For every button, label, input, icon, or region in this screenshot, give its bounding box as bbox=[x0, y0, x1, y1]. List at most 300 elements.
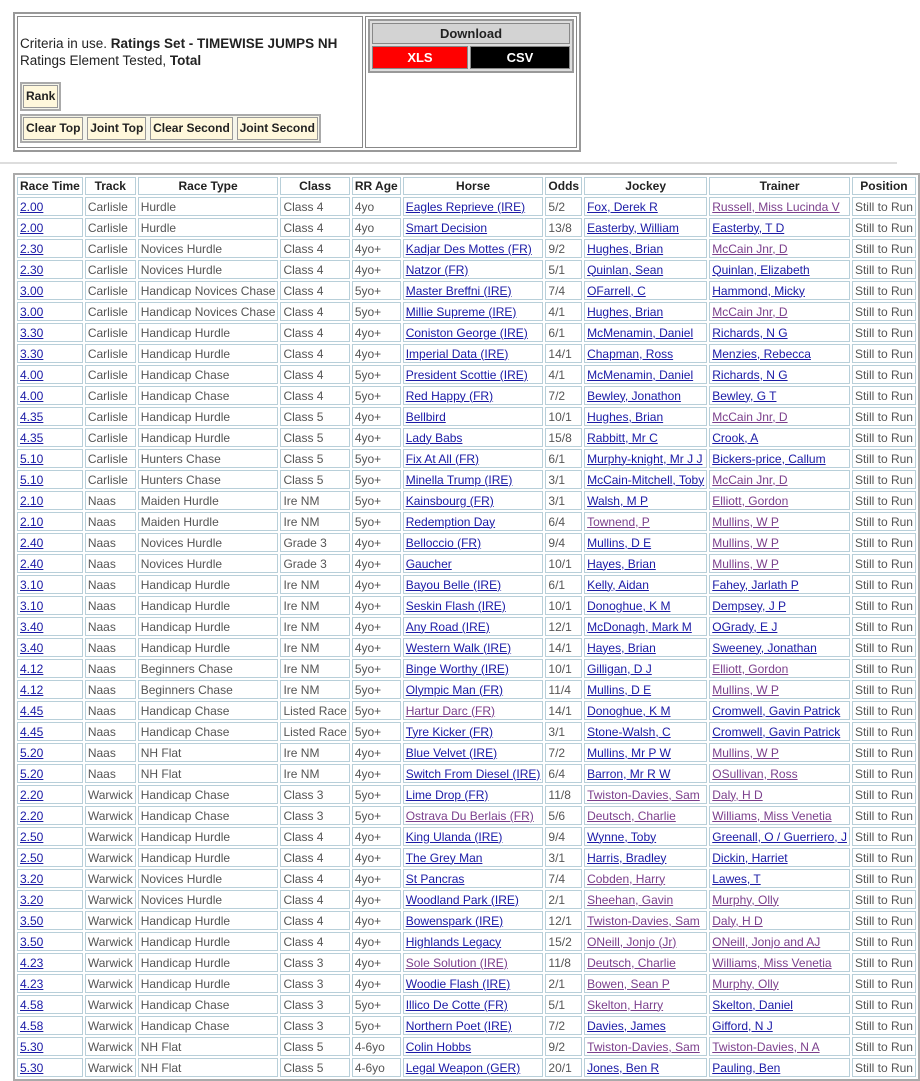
race-time-link[interactable]: 2.10 bbox=[20, 493, 44, 508]
race-time-link[interactable]: 5.20 bbox=[20, 745, 44, 760]
horse-link[interactable]: President Scottie (IRE) bbox=[405, 367, 528, 382]
jockey-link[interactable]: Hayes, Brian bbox=[587, 556, 656, 571]
jockey-link[interactable]: Twiston-Davies, Sam bbox=[587, 787, 700, 802]
cell-rr-age: 5yo+ bbox=[352, 806, 401, 825]
jockey-link[interactable]: Donoghue, K M bbox=[587, 703, 671, 718]
cell-rr-age: 5yo+ bbox=[352, 680, 401, 699]
trainer-link[interactable]: Richards, N G bbox=[712, 367, 788, 382]
cell-race-type: Handicap Novices Chase bbox=[138, 302, 279, 321]
race-time-link[interactable]: 4.12 bbox=[20, 661, 44, 676]
trainer-link[interactable]: Hammond, Micky bbox=[712, 283, 805, 298]
jockey-link[interactable]: Mullins, D E bbox=[587, 535, 652, 550]
rank-button[interactable]: Rank bbox=[23, 85, 58, 108]
race-time-link[interactable]: 4.12 bbox=[20, 682, 44, 697]
horse-link[interactable]: Eagles Reprieve (IRE) bbox=[405, 199, 526, 214]
horse-link[interactable]: Northern Poet (IRE) bbox=[405, 1018, 512, 1033]
race-time-link[interactable]: 4.00 bbox=[20, 388, 44, 403]
trainer-link[interactable]: Elliott, Gordon bbox=[712, 661, 789, 676]
cell-trainer bbox=[709, 365, 850, 384]
cell-race-time bbox=[17, 533, 83, 552]
jockey-link[interactable]: Hughes, Brian bbox=[587, 304, 664, 319]
table-row bbox=[17, 323, 916, 342]
horse-link[interactable]: Olympic Man (FR) bbox=[405, 682, 504, 697]
trainer-link[interactable]: Cromwell, Gavin Patrick bbox=[712, 703, 841, 718]
race-time-link[interactable]: 5.10 bbox=[20, 451, 44, 466]
trainer-link[interactable]: McCain Jnr, D bbox=[712, 304, 788, 319]
race-time-link[interactable]: 4.58 bbox=[20, 997, 44, 1012]
race-time-link[interactable]: 3.40 bbox=[20, 640, 44, 655]
horse-link[interactable]: Legal Weapon (GER) bbox=[405, 1060, 521, 1075]
cell-odds: 9/4 bbox=[545, 827, 582, 846]
cell-trainer bbox=[709, 1037, 850, 1056]
jockey-link[interactable]: Chapman, Ross bbox=[587, 346, 674, 361]
trainer-link[interactable]: Mullins, W P bbox=[712, 556, 779, 571]
csv-download-button[interactable]: CSV bbox=[470, 46, 570, 69]
trainer-link[interactable]: Menzies, Rebecca bbox=[712, 346, 811, 361]
jockey-link[interactable]: Stone-Walsh, C bbox=[587, 724, 671, 739]
race-time-link[interactable]: 5.30 bbox=[20, 1060, 44, 1075]
trainer-link[interactable]: Cromwell, Gavin Patrick bbox=[712, 724, 841, 739]
cell-class: Class 4 bbox=[280, 365, 349, 384]
jockey-link[interactable]: Bowen, Sean P bbox=[587, 976, 670, 991]
cell-rr-age: 4yo+ bbox=[352, 617, 401, 636]
cell-jockey bbox=[584, 470, 707, 489]
horse-link[interactable]: Blue Velvet (IRE) bbox=[405, 745, 498, 760]
jockey-link[interactable]: Barron, Mr R W bbox=[587, 766, 671, 781]
race-time-link[interactable]: 2.00 bbox=[20, 220, 44, 235]
cell-track: Carlisle bbox=[85, 260, 136, 279]
trainer-link[interactable]: Richards, N G bbox=[712, 325, 788, 340]
jockey-link[interactable]: Walsh, M P bbox=[587, 493, 648, 508]
jockey-link[interactable]: Murphy-knight, Mr J J bbox=[587, 451, 703, 466]
jockey-link[interactable]: Harris, Bradley bbox=[587, 850, 667, 865]
table-row bbox=[17, 344, 916, 363]
horse-link[interactable]: Tyre Kicker (FR) bbox=[405, 724, 494, 739]
cell-track: Warwick bbox=[85, 869, 136, 888]
cell-rr-age: 4yo+ bbox=[352, 575, 401, 594]
trainer-link[interactable]: Mullins, W P bbox=[712, 745, 779, 760]
cell-class: Class 4 bbox=[280, 323, 349, 342]
cell-class: Ire NM bbox=[280, 491, 349, 510]
cell-class: Class 3 bbox=[280, 974, 349, 993]
cell-position: Still to Run bbox=[852, 533, 916, 552]
cell-track: Warwick bbox=[85, 1016, 136, 1035]
cell-track: Carlisle bbox=[85, 344, 136, 363]
xls-download-button[interactable]: XLS bbox=[372, 46, 468, 69]
jockey-link[interactable]: Hayes, Brian bbox=[587, 640, 656, 655]
race-time-link[interactable]: 2.10 bbox=[20, 514, 44, 529]
race-time-link[interactable]: 3.30 bbox=[20, 325, 44, 340]
horse-link[interactable]: Red Happy (FR) bbox=[405, 388, 494, 403]
trainer-link[interactable]: Murphy, Olly bbox=[712, 892, 779, 907]
trainer-link[interactable]: Bickers-price, Callum bbox=[712, 451, 826, 466]
cell-track: Naas bbox=[85, 533, 136, 552]
jockey-link[interactable]: Kelly, Aidan bbox=[587, 577, 649, 592]
horse-link[interactable]: Western Walk (IRE) bbox=[405, 640, 512, 655]
race-time-link[interactable]: 3.10 bbox=[20, 598, 44, 613]
cell-position: Still to Run bbox=[852, 953, 916, 972]
cell-horse bbox=[403, 911, 544, 930]
cell-track: Carlisle bbox=[85, 197, 136, 216]
clear-second-button[interactable]: Clear Second bbox=[150, 117, 233, 140]
header-class: Class bbox=[280, 177, 349, 195]
cell-position: Still to Run bbox=[852, 932, 916, 951]
trainer-link[interactable]: McCain Jnr, D bbox=[712, 472, 788, 487]
table-row bbox=[17, 470, 916, 489]
trainer-link[interactable]: Mullins, W P bbox=[712, 514, 779, 529]
horse-link[interactable]: Imperial Data (IRE) bbox=[405, 346, 509, 361]
cell-odds: 6/4 bbox=[545, 512, 582, 531]
jockey-link[interactable]: Mullins, Mr P W bbox=[587, 745, 671, 760]
race-time-link[interactable]: 3.50 bbox=[20, 934, 44, 949]
table-row bbox=[17, 785, 916, 804]
race-time-link[interactable]: 2.50 bbox=[20, 829, 44, 844]
cell-race-type: Handicap Hurdle bbox=[138, 596, 279, 615]
header-rr-age: RR Age bbox=[352, 177, 401, 195]
cell-position: Still to Run bbox=[852, 344, 916, 363]
header-race-type: Race Type bbox=[138, 177, 279, 195]
cell-position: Still to Run bbox=[852, 218, 916, 237]
race-time-link[interactable]: 3.00 bbox=[20, 283, 44, 298]
race-time-link[interactable]: 2.50 bbox=[20, 850, 44, 865]
trainer-link[interactable]: McCain Jnr, D bbox=[712, 241, 788, 256]
trainer-link[interactable]: Williams, Miss Venetia bbox=[712, 955, 832, 970]
trainer-link[interactable]: Russell, Miss Lucinda V bbox=[712, 199, 840, 214]
horse-link[interactable]: Woodie Flash (IRE) bbox=[405, 976, 511, 991]
joint-top-button[interactable]: Joint Top bbox=[87, 117, 146, 140]
cell-jockey bbox=[584, 365, 707, 384]
race-time-link[interactable]: 2.30 bbox=[20, 262, 44, 277]
cell-race-type: Handicap Chase bbox=[138, 806, 279, 825]
horse-link[interactable]: King Ulanda (IRE) bbox=[405, 829, 503, 844]
jockey-link[interactable]: Hughes, Brian bbox=[587, 241, 664, 256]
trainer-link[interactable]: Elliott, Gordon bbox=[712, 493, 789, 508]
trainer-link[interactable]: Mullins, W P bbox=[712, 682, 779, 697]
cell-odds: 12/1 bbox=[545, 911, 582, 930]
jockey-link[interactable]: McDonagh, Mark M bbox=[587, 619, 692, 634]
cell-jockey bbox=[584, 785, 707, 804]
cell-position: Still to Run bbox=[852, 1058, 916, 1077]
cell-position: Still to Run bbox=[852, 365, 916, 384]
horse-link[interactable]: Redemption Day bbox=[405, 514, 496, 529]
cell-rr-age: 5yo+ bbox=[352, 785, 401, 804]
cell-position: Still to Run bbox=[852, 743, 916, 762]
cell-jockey bbox=[584, 1037, 707, 1056]
jockey-link[interactable]: Twiston-Davies, Sam bbox=[587, 913, 700, 928]
race-time-link[interactable]: 4.45 bbox=[20, 703, 44, 718]
jockey-link[interactable]: Bewley, Jonathon bbox=[587, 388, 681, 403]
horse-link[interactable]: Millie Supreme (IRE) bbox=[405, 304, 517, 319]
race-time-link[interactable]: 4.35 bbox=[20, 409, 44, 424]
cell-jockey bbox=[584, 764, 707, 783]
cell-jockey bbox=[584, 386, 707, 405]
cell-trainer bbox=[709, 407, 850, 426]
jockey-link[interactable]: Mullins, D E bbox=[587, 682, 652, 697]
cell-class: Class 3 bbox=[280, 1016, 349, 1035]
cell-class: Class 4 bbox=[280, 281, 349, 300]
cell-trainer bbox=[709, 428, 850, 447]
horse-link[interactable]: The Grey Man bbox=[405, 850, 483, 865]
race-time-link[interactable]: 4.23 bbox=[20, 955, 44, 970]
cell-odds: 3/1 bbox=[545, 848, 582, 867]
trainer-link[interactable]: Lawes, T bbox=[712, 871, 761, 886]
cell-position: Still to Run bbox=[852, 260, 916, 279]
horse-link[interactable]: Lime Drop (FR) bbox=[405, 787, 489, 802]
cell-race-time bbox=[17, 785, 83, 804]
horse-link[interactable]: Belloccio (FR) bbox=[405, 535, 482, 550]
cell-track: Naas bbox=[85, 743, 136, 762]
jockey-link[interactable]: Donoghue, K M bbox=[587, 598, 671, 613]
jockey-link[interactable]: Hughes, Brian bbox=[587, 409, 664, 424]
trainer-link[interactable]: OSullivan, Ross bbox=[712, 766, 798, 781]
horse-link[interactable]: Highlands Legacy bbox=[405, 934, 502, 949]
trainer-link[interactable]: McCain Jnr, D bbox=[712, 409, 788, 424]
horse-link[interactable]: Bayou Belle (IRE) bbox=[405, 577, 502, 592]
cell-position: Still to Run bbox=[852, 659, 916, 678]
cell-horse bbox=[403, 218, 544, 237]
race-time-link[interactable]: 4.00 bbox=[20, 367, 44, 382]
cell-track: Naas bbox=[85, 554, 136, 573]
cell-race-time bbox=[17, 386, 83, 405]
trainer-link[interactable]: Daly, H D bbox=[712, 913, 763, 928]
cell-class: Ire NM bbox=[280, 659, 349, 678]
header-jockey: Jockey bbox=[584, 177, 707, 195]
cell-class: Ire NM bbox=[280, 575, 349, 594]
cell-jockey bbox=[584, 239, 707, 258]
cell-horse bbox=[403, 407, 544, 426]
race-time-link[interactable]: 4.58 bbox=[20, 1018, 44, 1033]
cell-race-time bbox=[17, 953, 83, 972]
cell-track: Naas bbox=[85, 701, 136, 720]
jockey-link[interactable]: ONeill, Jonjo (Jr) bbox=[587, 934, 677, 949]
race-time-link[interactable]: 3.20 bbox=[20, 892, 44, 907]
horse-link[interactable]: Switch From Diesel (IRE) bbox=[405, 766, 541, 781]
table-row bbox=[17, 764, 916, 783]
cell-rr-age: 4yo+ bbox=[352, 260, 401, 279]
trainer-link[interactable]: ONeill, Jonjo and AJ bbox=[712, 934, 821, 949]
jockey-link[interactable]: Jones, Ben R bbox=[587, 1060, 660, 1075]
header-odds: Odds bbox=[545, 177, 582, 195]
race-time-link[interactable]: 5.10 bbox=[20, 472, 44, 487]
trainer-link[interactable]: Gifford, N J bbox=[712, 1018, 773, 1033]
horse-link[interactable]: Kainsbourg (FR) bbox=[405, 493, 494, 508]
jockey-link[interactable]: Skelton, Harry bbox=[587, 997, 664, 1012]
cell-rr-age: 4yo bbox=[352, 197, 401, 216]
trainer-link[interactable]: Fahey, Jarlath P bbox=[712, 577, 799, 592]
cell-position: Still to Run bbox=[852, 617, 916, 636]
horse-link[interactable]: Illico De Cotte (FR) bbox=[405, 997, 508, 1012]
cell-position: Still to Run bbox=[852, 827, 916, 846]
cell-race-time bbox=[17, 281, 83, 300]
horse-link[interactable]: Kadjar Des Mottes (FR) bbox=[405, 241, 532, 256]
jockey-link[interactable]: Deutsch, Charlie bbox=[587, 808, 676, 823]
horse-link[interactable]: St Pancras bbox=[405, 871, 465, 886]
horse-link[interactable]: Sole Solution (IRE) bbox=[405, 955, 508, 970]
cell-race-type: Handicap Chase bbox=[138, 365, 279, 384]
table-row bbox=[17, 701, 916, 720]
table-row bbox=[17, 1016, 916, 1035]
race-time-link[interactable]: 2.20 bbox=[20, 787, 44, 802]
jockey-link[interactable]: Sheehan, Gavin bbox=[587, 892, 674, 907]
trainer-link[interactable]: Crook, A bbox=[712, 430, 759, 445]
trainer-link[interactable]: OGrady, E J bbox=[712, 619, 778, 634]
trainer-link[interactable]: Quinlan, Elizabeth bbox=[712, 262, 810, 277]
trainer-link[interactable]: Mullins, W P bbox=[712, 535, 779, 550]
cell-trainer bbox=[709, 554, 850, 573]
race-time-link[interactable]: 5.20 bbox=[20, 766, 44, 781]
trainer-link[interactable]: Dickin, Harriet bbox=[712, 850, 788, 865]
horse-link[interactable]: Woodland Park (IRE) bbox=[405, 892, 519, 907]
ratings-element: Total bbox=[169, 53, 202, 68]
jockey-link[interactable]: Wynne, Toby bbox=[587, 829, 657, 844]
cell-trainer bbox=[709, 953, 850, 972]
trainer-link[interactable]: Dempsey, J P bbox=[712, 598, 787, 613]
trainer-link[interactable]: Bewley, G T bbox=[712, 388, 777, 403]
horse-link[interactable]: Fix At All (FR) bbox=[405, 451, 480, 466]
cell-trainer bbox=[709, 449, 850, 468]
cell-trainer bbox=[709, 722, 850, 741]
jockey-link[interactable]: Cobden, Harry bbox=[587, 871, 666, 886]
cell-track: Warwick bbox=[85, 953, 136, 972]
cell-race-time bbox=[17, 365, 83, 384]
race-time-link[interactable]: 3.50 bbox=[20, 913, 44, 928]
cell-odds: 5/2 bbox=[545, 197, 582, 216]
horse-link[interactable]: Colin Hobbs bbox=[405, 1039, 472, 1054]
race-time-link[interactable]: 3.40 bbox=[20, 619, 44, 634]
horse-link[interactable]: Master Breffni (IRE) bbox=[405, 283, 512, 298]
jockey-link[interactable]: Rabbitt, Mr C bbox=[587, 430, 658, 445]
cell-trainer bbox=[709, 869, 850, 888]
horse-link[interactable]: Smart Decision bbox=[405, 220, 488, 235]
cell-race-time bbox=[17, 1037, 83, 1056]
cell-race-time bbox=[17, 764, 83, 783]
joint-second-button[interactable]: Joint Second bbox=[237, 117, 318, 140]
cell-race-type: Novices Hurdle bbox=[138, 260, 279, 279]
cell-odds: 3/1 bbox=[545, 722, 582, 741]
cell-trainer bbox=[709, 995, 850, 1014]
race-time-link[interactable]: 4.45 bbox=[20, 724, 44, 739]
race-time-link[interactable]: 3.20 bbox=[20, 871, 44, 886]
trainer-link[interactable]: Pauling, Ben bbox=[712, 1060, 781, 1075]
cell-race-time bbox=[17, 701, 83, 720]
horse-link[interactable]: Minella Trump (IRE) bbox=[405, 472, 513, 487]
jockey-link[interactable]: Gilligan, D J bbox=[587, 661, 652, 676]
race-time-link[interactable]: 2.40 bbox=[20, 535, 44, 550]
horse-link[interactable]: Bowenspark (IRE) bbox=[405, 913, 504, 928]
jockey-link[interactable]: Twiston-Davies, Sam bbox=[587, 1039, 700, 1054]
cell-horse bbox=[403, 680, 544, 699]
cell-race-time bbox=[17, 638, 83, 657]
cell-rr-age: 5yo+ bbox=[352, 722, 401, 741]
horse-link[interactable]: Seskin Flash (IRE) bbox=[405, 598, 506, 613]
cell-class: Ire NM bbox=[280, 638, 349, 657]
cell-class: Class 4 bbox=[280, 827, 349, 846]
trainer-link[interactable]: Skelton, Daniel bbox=[712, 997, 793, 1012]
race-time-link[interactable]: 3.00 bbox=[20, 304, 44, 319]
jockey-link[interactable]: McCain-Mitchell, Toby bbox=[587, 472, 705, 487]
jockey-link[interactable]: Davies, James bbox=[587, 1018, 666, 1033]
horse-link[interactable]: Hartur Darc (FR) bbox=[405, 703, 496, 718]
race-time-link[interactable]: 4.23 bbox=[20, 976, 44, 991]
jockey-link[interactable]: Quinlan, Sean bbox=[587, 262, 664, 277]
race-time-link[interactable]: 2.30 bbox=[20, 241, 44, 256]
horse-link[interactable]: Binge Worthy (IRE) bbox=[405, 661, 509, 676]
horse-link[interactable]: Gaucher bbox=[405, 556, 452, 571]
trainer-link[interactable]: Daly, H D bbox=[712, 787, 763, 802]
jockey-link[interactable]: Deutsch, Charlie bbox=[587, 955, 676, 970]
cell-horse bbox=[403, 302, 544, 321]
cell-race-type: Handicap Chase bbox=[138, 386, 279, 405]
table-row bbox=[17, 869, 916, 888]
jockey-link[interactable]: Townend, P bbox=[587, 514, 650, 529]
cell-rr-age: 4yo bbox=[352, 218, 401, 237]
cell-rr-age: 5yo+ bbox=[352, 302, 401, 321]
horse-link[interactable]: Lady Babs bbox=[405, 430, 463, 445]
cell-race-time bbox=[17, 470, 83, 489]
trainer-link[interactable]: Murphy, Olly bbox=[712, 976, 779, 991]
cell-trainer bbox=[709, 197, 850, 216]
cell-class: Class 4 bbox=[280, 890, 349, 909]
horse-link[interactable]: Bellbird bbox=[405, 409, 446, 424]
jockey-link[interactable]: Fox, Derek R bbox=[587, 199, 658, 214]
cell-position: Still to Run bbox=[852, 407, 916, 426]
race-time-link[interactable]: 3.30 bbox=[20, 346, 44, 361]
trainer-link[interactable]: Williams, Miss Venetia bbox=[712, 808, 832, 823]
clear-top-button[interactable]: Clear Top bbox=[23, 117, 83, 140]
race-time-link[interactable]: 2.40 bbox=[20, 556, 44, 571]
cell-trainer bbox=[709, 890, 850, 909]
horse-link[interactable]: Any Road (IRE) bbox=[405, 619, 490, 634]
cell-race-type: Handicap Hurdle bbox=[138, 848, 279, 867]
cell-jockey bbox=[584, 806, 707, 825]
cell-trainer bbox=[709, 638, 850, 657]
table-row bbox=[17, 638, 916, 657]
race-time-link[interactable]: 2.20 bbox=[20, 808, 44, 823]
cell-position: Still to Run bbox=[852, 554, 916, 573]
trainer-link[interactable]: Sweeney, Jonathan bbox=[712, 640, 817, 655]
jockey-link[interactable]: Easterby, William bbox=[587, 220, 679, 235]
cell-race-type: Novices Hurdle bbox=[138, 554, 279, 573]
table-row bbox=[17, 386, 916, 405]
cell-class: Class 4 bbox=[280, 218, 349, 237]
race-time-link[interactable]: 3.10 bbox=[20, 577, 44, 592]
trainer-link[interactable]: Easterby, T D bbox=[712, 220, 785, 235]
trainer-link[interactable]: Greenall, O / Guerriero, J bbox=[712, 829, 847, 844]
cell-class: Ire NM bbox=[280, 617, 349, 636]
cell-jockey bbox=[584, 323, 707, 342]
horse-link[interactable]: Ostrava Du Berlais (FR) bbox=[405, 808, 534, 823]
download-panel bbox=[368, 19, 574, 73]
race-time-link[interactable]: 4.35 bbox=[20, 430, 44, 445]
cell-horse bbox=[403, 848, 544, 867]
trainer-link[interactable]: Twiston-Davies, N A bbox=[712, 1039, 820, 1054]
cell-horse bbox=[403, 323, 544, 342]
jockey-link[interactable]: OFarrell, C bbox=[587, 283, 646, 298]
race-time-link[interactable]: 5.30 bbox=[20, 1039, 44, 1054]
cell-race-time bbox=[17, 617, 83, 636]
race-time-link[interactable]: 2.00 bbox=[20, 199, 44, 214]
horse-link[interactable]: Natzor (FR) bbox=[405, 262, 469, 277]
cell-rr-age: 4yo+ bbox=[352, 554, 401, 573]
cell-odds: 6/4 bbox=[545, 764, 582, 783]
cell-rr-age: 5yo+ bbox=[352, 512, 401, 531]
jockey-link[interactable]: McMenamin, Daniel bbox=[587, 325, 694, 340]
horse-link[interactable]: Coniston George (IRE) bbox=[405, 325, 528, 340]
jockey-link[interactable]: McMenamin, Daniel bbox=[587, 367, 694, 382]
cell-race-time bbox=[17, 806, 83, 825]
criteria-cell bbox=[17, 16, 363, 148]
cell-race-time bbox=[17, 512, 83, 531]
